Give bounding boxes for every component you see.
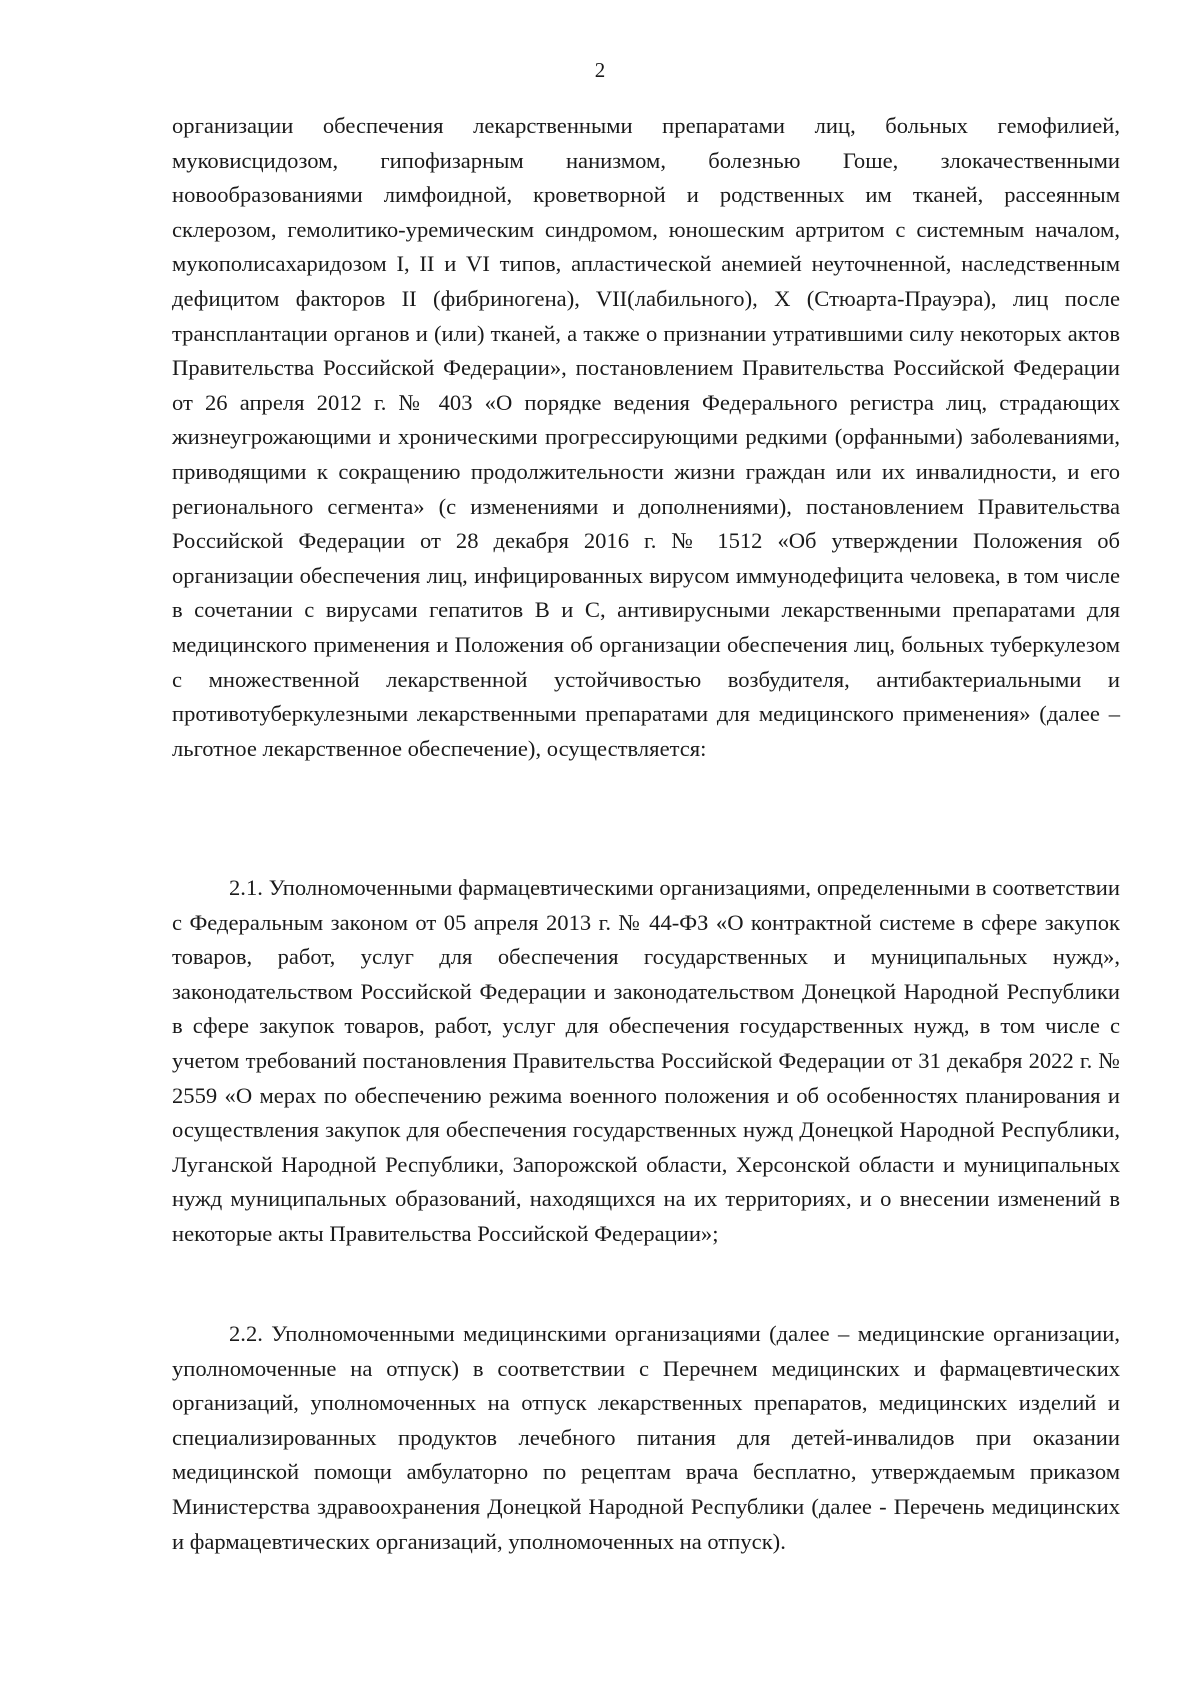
- paragraph-text: 2.2. Уполномоченными медицинскими организациями (далее – медицинские организации, уполномоченные на отпуск) в соответствии с Перечнем медицинских и фармацевтических организаций, уполномоченных на отпуск лекарственных препаратов, медицинских изделий и специализированных продуктов лечебного питания для детей-инвалидов при оказании медицинской помощи амбулаторно по рецептам врача бесплатно, утверждаемым приказом Министерства здравоохранения Донецкой Народной Республики (далее - Перечень медицинских и фармацевтических организаций, уполномоченных на отпуск).: [172, 1321, 1120, 1554]
- paragraph-text: 2.1. Уполномоченными фармацевтическими организациями, определенными в соответствии с Федеральным законом от 05 апреля 2013 г. № 44-ФЗ «О контрактной системе в сфере закупок товаров, работ, услуг для обеспечения государственных и муниципальных нужд», законодательством Российской Федерации и законодательством Донецкой Народной Республики в сфере закупок товаров, работ, услуг для обеспечения государственных нужд, в том числе с учетом требований постановления Правительства Российской Федерации от 31 декабря 2022 г. № 2559 «О мерах по обеспечению режима военного положения и об особенностях планирования и осуществления закупок для обеспечения государственных нужд Донецкой Народной Республики, Луганской Народной Республики, Запорожской области, Херсонской области и муниципальных нужд муниципальных образований, находящихся на их территориях, и о внесении изменений в некоторые акты Правительства Российской Федерации»;: [172, 875, 1120, 1246]
- paragraph-text: организации обеспечения лекарственными препаратами лиц, больных гемофилией, муковисцидозом, гипофизарным нанизмом, болезнью Гоше, злокачественными новообразованиями лимфоидной, кроветворной и родственных им тканей, рассеянным склерозом, гемолитико-уремическим синдромом, юношеским артритом с системным началом, мукополисахаридозом I, II и VI типов, апластической анемией неуточненной, наследственным дефицитом факторов II (фибриногена), VII(лабильного), X (Стюарта-Прауэра), лиц после трансплантации органов и (или) тканей, а также о признании утратившими силу некоторых актов Правительства Российской Федерации», постановлением Правительства Российской Федерации от 26 апреля 2012 г. № 403 «О порядке ведения Федерального регистра лиц, страдающих жизнеугрожающими и хроническими прогрессирующими редкими (орфанными) заболеваниями, приводящими к сокращению продолжительности жизни граждан или их инвалидности, и его регионального сегмента» (с изменениями и дополнениями), постановлением Правительства Российской Федерации от 28 декабря 2016 г. № 1512 «Об утверждении Положения об организации обеспечения лиц, инфицированных вирусом иммунодефицита человека, в том числе в сочетании с вирусами гепатитов B и C, антивирусными лекарственными препаратами для медицинского применения и Положения об организации обеспечения лиц, больных туберкулезом с множественной лекарственной устойчивостью возбудителя, антибактериальными и противотуберкулезными лекарственными препаратами для медицинского применения» (далее – льготное лекарственное обеспечение), осуществляется:: [172, 113, 1120, 761]
- page-number: 2: [594, 58, 606, 82]
- body-paragraph-continued: [172, 109, 1120, 766]
- body-paragraph-2-2: [172, 1317, 1120, 1559]
- body-paragraph-2-1: [172, 871, 1120, 1252]
